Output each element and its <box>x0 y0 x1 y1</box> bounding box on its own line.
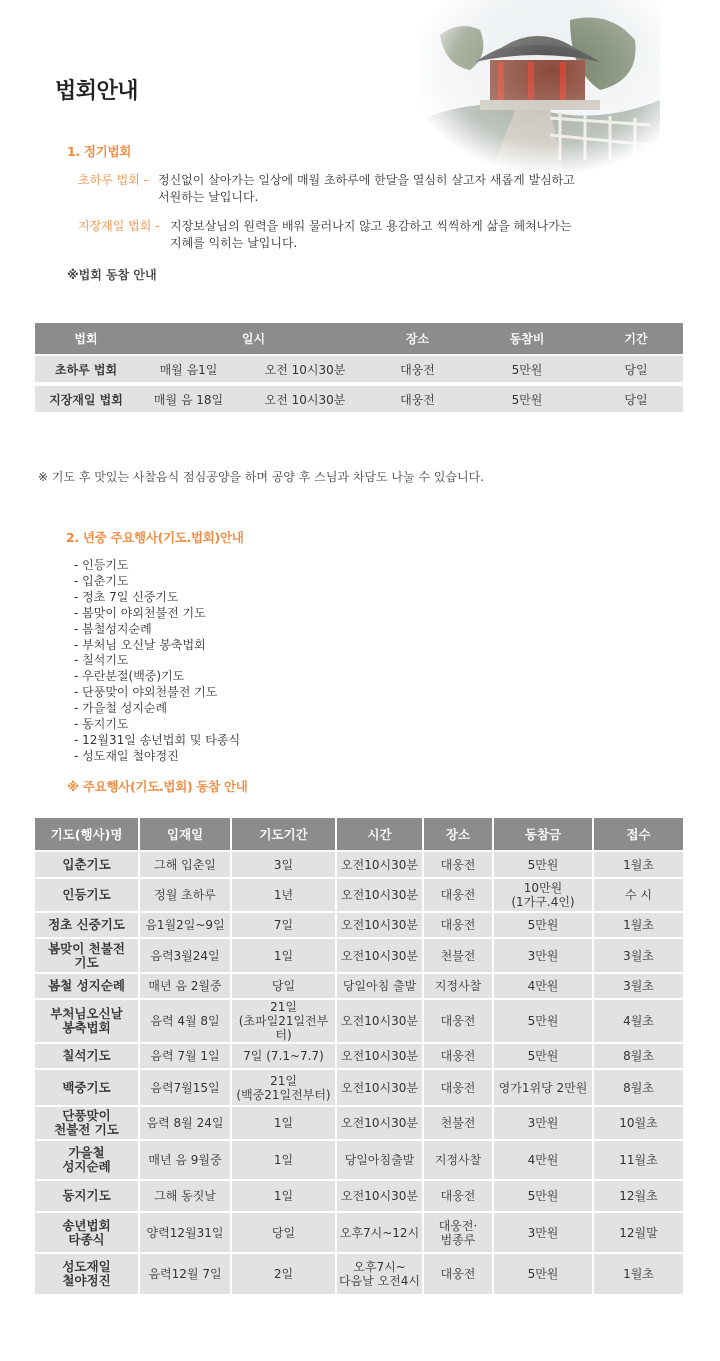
cell-line: (초파일21일전부터) <box>238 1014 329 1042</box>
table-cell <box>594 1254 683 1296</box>
cell-line: 대웅전· <box>438 1218 478 1233</box>
cell-line: 단풍맞이 <box>62 1108 111 1123</box>
table-row <box>35 879 683 913</box>
event-item: - 칠석기도 <box>74 653 240 669</box>
header-cell: 장소 <box>424 818 494 852</box>
header-cell: 동참비 <box>465 323 589 356</box>
cell-line: 오후7시~ <box>353 1260 406 1274</box>
definition-description <box>170 218 610 252</box>
table-cell <box>424 879 494 913</box>
cell-line: 천불전 <box>440 1116 476 1130</box>
table-cell <box>424 852 494 879</box>
event-item: - 가을철 성지순례 <box>74 701 240 717</box>
table-cell <box>424 1213 494 1254</box>
cell-line: 1월초 <box>623 918 654 932</box>
table-cell <box>494 1141 594 1181</box>
table-cell <box>424 939 494 974</box>
table-cell <box>140 1044 232 1070</box>
cell-line: 입춘기도 <box>62 856 111 872</box>
table-cell <box>140 1070 232 1107</box>
cell-line: 3만원 <box>527 1225 559 1240</box>
events-participation-note: ※ 주요행사(기도.법회) 동참 안내 <box>67 779 248 794</box>
table-row <box>35 852 683 879</box>
cell-line: 4만원 <box>527 1153 559 1167</box>
table-cell <box>494 939 594 974</box>
event-item: - 우란분절(백중)기도 <box>74 669 240 685</box>
table-cell <box>494 1044 594 1070</box>
regular-dharma-table <box>35 323 683 416</box>
table-cell <box>424 913 494 939</box>
cell-line: 대웅전 <box>440 1014 476 1028</box>
event-item: - 봄맞이 야외천불전 기도 <box>74 606 240 622</box>
table-cell <box>337 1044 424 1070</box>
table-cell <box>494 974 594 1000</box>
table-cell <box>594 879 683 913</box>
cell-line: 11월초 <box>619 1153 658 1167</box>
table-cell <box>337 913 424 939</box>
table-cell <box>35 913 140 939</box>
definition-term: 초하루 법회 - <box>78 173 148 187</box>
event-item: - 성도재일 철야정진 <box>74 749 240 765</box>
cell-line: 정초 신중기도 <box>48 917 125 932</box>
table-cell: 5만원 <box>465 356 589 386</box>
table-row <box>35 356 683 386</box>
table-cell: 매월 음1일 <box>137 356 240 386</box>
cell-line: 5만원 <box>527 1267 559 1281</box>
table-cell <box>35 1000 140 1044</box>
table-row <box>35 1070 683 1107</box>
cell-line: 음력 7월 1일 <box>150 1049 220 1063</box>
cell-line: 1일 <box>273 1189 294 1203</box>
section-2-title: 2. 년중 주요행사(기도.법회)안내 <box>66 530 244 545</box>
table-cell <box>494 1000 594 1044</box>
table-cell <box>35 1213 140 1254</box>
cell-line: 8월초 <box>623 1080 654 1095</box>
cell-line: 오전10시30분 <box>341 1014 418 1028</box>
cell-line: (1가구.4인) <box>511 895 575 909</box>
table-cell: 오전 10시30분 <box>240 356 370 386</box>
table-cell <box>35 1070 140 1107</box>
table-cell <box>140 879 232 913</box>
table-cell <box>594 974 683 1000</box>
table-cell <box>494 913 594 939</box>
cell-line: 그해 동짓날 <box>154 1189 216 1203</box>
cell-line: 7일 (7.1~7.7) <box>243 1049 324 1063</box>
table-cell <box>594 852 683 879</box>
table-row <box>35 1107 683 1141</box>
table-cell <box>232 852 337 879</box>
table-header-row <box>35 818 683 852</box>
header-cell: 장소 <box>370 323 465 356</box>
table-cell <box>35 1141 140 1181</box>
cell-line: 음력3월24일 <box>150 948 220 963</box>
cell-line: 성지순례 <box>62 1159 111 1174</box>
cell-line: 봉축법회 <box>62 1020 111 1035</box>
cell-line: 오전10시30분 <box>341 918 418 932</box>
cell-line: 지정사찰 <box>434 1153 482 1167</box>
table-cell <box>140 939 232 974</box>
table-cell <box>594 1107 683 1141</box>
cell-line: 대웅전 <box>440 857 476 872</box>
table-cell <box>232 879 337 913</box>
cell-line: 4월초 <box>623 1014 654 1028</box>
table-cell <box>337 1107 424 1141</box>
table-cell <box>35 939 140 974</box>
cell-line: 음1월2일~9일 <box>145 918 225 932</box>
cell-line: 음력12월 7일 <box>148 1267 222 1281</box>
table-row <box>35 1213 683 1254</box>
cell-line: 오전10시30분 <box>341 1049 418 1063</box>
table-cell: 대웅전 <box>370 386 465 416</box>
table-cell <box>337 1141 424 1181</box>
event-item: - 동지기도 <box>74 717 240 733</box>
cell-line: 오전10시30분 <box>341 1116 418 1130</box>
table-cell <box>232 1254 337 1296</box>
cell-line: 1년 <box>273 888 294 902</box>
cell-line: 5만원 <box>527 1189 559 1203</box>
table-cell: 오전 10시30분 <box>240 386 370 416</box>
table-cell <box>232 974 337 1000</box>
cell-line: 범종루 <box>440 1232 476 1247</box>
table-cell <box>140 1141 232 1181</box>
cell-line: 5만원 <box>527 918 559 932</box>
cell-line: 봄철 성지순례 <box>48 978 125 993</box>
cell-line: 당일 <box>271 979 296 993</box>
major-events-table <box>35 818 683 1296</box>
header-cell: 동참금 <box>494 818 594 852</box>
table-cell <box>35 1254 140 1296</box>
table-cell <box>337 1181 424 1213</box>
table-cell <box>494 1107 594 1141</box>
dharma-participation-note: ※법회 동참 안내 <box>67 268 157 282</box>
cell-line: 3일 <box>273 857 294 872</box>
cell-line: 수 시 <box>625 888 652 902</box>
table-cell <box>232 1107 337 1141</box>
table-row <box>35 1044 683 1070</box>
table-cell <box>337 1254 424 1296</box>
meal-footnote: ※ 기도 후 맛있는 사찰음식 점심공양을 하며 공양 후 스님과 차담도 나눌 수 있습니다. <box>38 470 484 484</box>
table-cell <box>594 913 683 939</box>
table-cell <box>337 939 424 974</box>
event-item: - 봄철성지순례 <box>74 622 240 638</box>
table-cell <box>337 974 424 1000</box>
cell-line: 5만원 <box>527 1014 559 1028</box>
cell-line: 1월초 <box>623 857 654 872</box>
cell-line: 21일 <box>270 1000 297 1014</box>
table-row <box>35 1141 683 1181</box>
table-cell <box>140 1181 232 1213</box>
table-cell <box>140 1213 232 1254</box>
cell-line: 천불전 기도 <box>54 1122 119 1137</box>
cell-line: 대웅전 <box>440 1049 476 1063</box>
cell-line: 4만원 <box>527 979 559 993</box>
table-cell <box>594 1181 683 1213</box>
definition-chohaeru <box>78 172 638 212</box>
table-cell <box>424 1070 494 1107</box>
event-item: - 단풍맞이 야외천불전 기도 <box>74 685 240 701</box>
definition-jijangjaeil <box>78 218 638 258</box>
table-cell: 초하루 법회 <box>35 356 137 386</box>
table-row <box>35 1181 683 1213</box>
table-row <box>35 939 683 974</box>
table-row <box>35 913 683 939</box>
cell-line: 오전10시30분 <box>341 1080 418 1095</box>
cell-line: 오전10시30분 <box>341 948 418 963</box>
definition-line: 지혜를 익히는 날입니다. <box>170 236 298 250</box>
definition-line: 지장보살님의 원력을 배워 물러나지 않고 용감하고 씩씩하게 삶을 헤쳐나가는 <box>170 219 572 233</box>
table-cell <box>594 939 683 974</box>
table-cell <box>232 1000 337 1044</box>
header-cell: 일시 <box>137 323 370 356</box>
cell-line: 당일아침출발 <box>344 1153 415 1167</box>
cell-line: 철야정진 <box>62 1273 111 1288</box>
table-cell <box>232 1044 337 1070</box>
table-cell <box>232 1181 337 1213</box>
cell-line: 10만원 <box>523 881 563 895</box>
table-cell <box>35 852 140 879</box>
table-cell <box>594 1044 683 1070</box>
event-item: - 정초 7일 신중기도 <box>74 590 240 606</box>
table-cell <box>232 939 337 974</box>
cell-line: 천불전 <box>440 948 476 963</box>
table-cell <box>494 1070 594 1107</box>
cell-line: 8월초 <box>623 1049 654 1063</box>
cell-line: 봄맞이 천불전 <box>48 940 125 956</box>
table-row <box>35 1254 683 1296</box>
temple-pavilion-image <box>420 0 660 175</box>
cell-line: 3만원 <box>527 948 559 963</box>
table-cell <box>337 1213 424 1254</box>
cell-line: 다음날 오전4시 <box>339 1274 421 1288</box>
cell-line: 3월초 <box>623 948 654 963</box>
cell-line: 3만원 <box>527 1116 559 1130</box>
cell-line: 대웅전 <box>440 1267 476 1281</box>
table-cell <box>594 1070 683 1107</box>
cell-line: 음력 8월 24일 <box>146 1116 224 1130</box>
table-cell <box>140 913 232 939</box>
cell-line: 7일 <box>273 918 294 932</box>
cell-line: 당일아침 출발 <box>342 979 417 993</box>
cell-line: 기도 <box>74 954 99 970</box>
cell-line: 2일 <box>273 1267 294 1281</box>
cell-line: 양력12월31일 <box>146 1225 224 1240</box>
page-title: 법회안내 <box>55 79 139 104</box>
header-cell: 기도(행사)명 <box>35 818 140 852</box>
definition-description <box>158 172 598 206</box>
event-item: - 부처님 오신날 봉축법회 <box>74 638 240 654</box>
cell-line: 매년 음 2월중 <box>148 979 222 993</box>
cell-line: 타종식 <box>68 1231 105 1247</box>
table-cell <box>140 974 232 1000</box>
cell-line: 음력 4월 8일 <box>150 1014 220 1028</box>
table-header-row <box>35 323 683 356</box>
table-cell: 당일 <box>589 356 683 386</box>
event-item: - 12월31일 송년법회 및 타종식 <box>74 733 240 749</box>
table-cell <box>35 1181 140 1213</box>
table-cell <box>424 974 494 1000</box>
definition-line: 정신없이 살아가는 일상에 매월 초하루에 한달을 열심히 살고자 새롭게 발심하고 <box>158 173 575 187</box>
table-cell: 당일 <box>589 386 683 416</box>
cell-line: 1일 <box>273 948 294 963</box>
table-cell <box>232 1141 337 1181</box>
table-cell <box>35 1107 140 1141</box>
cell-line: 10월초 <box>619 1116 658 1130</box>
table-cell <box>140 1000 232 1044</box>
definition-term: 지장재일 법회 - <box>78 219 160 233</box>
header-cell: 시간 <box>337 818 424 852</box>
cell-line: 3월초 <box>623 979 654 993</box>
cell-line: (백중21일전부터) <box>236 1087 331 1102</box>
table-cell <box>140 1254 232 1296</box>
cell-line: 오전10시30분 <box>341 1189 418 1203</box>
table-cell <box>424 1044 494 1070</box>
table-cell <box>35 1044 140 1070</box>
table-cell: 5만원 <box>465 386 589 416</box>
table-cell <box>337 879 424 913</box>
cell-line: 인등기도 <box>62 887 111 902</box>
cell-line: 대웅전 <box>440 888 476 902</box>
cell-line: 21일 <box>270 1073 297 1088</box>
cell-line: 부처님오신날 <box>50 1006 123 1021</box>
table-cell <box>494 1181 594 1213</box>
table-cell <box>424 1254 494 1296</box>
table-cell <box>424 1181 494 1213</box>
table-cell <box>337 1000 424 1044</box>
cell-line: 정월 초하루 <box>154 888 216 902</box>
cell-line: 당일 <box>271 1225 296 1240</box>
header-cell: 접수 <box>594 818 683 852</box>
annual-events-list <box>74 558 240 765</box>
table-cell <box>494 879 594 913</box>
cell-line: 대웅전 <box>440 1080 476 1095</box>
cell-line: 1월초 <box>623 1267 654 1281</box>
header-cell: 기간 <box>589 323 683 356</box>
table-cell <box>140 1107 232 1141</box>
table-cell <box>232 1213 337 1254</box>
cell-line: 1일 <box>273 1153 294 1167</box>
table-cell <box>35 879 140 913</box>
cell-line: 5만원 <box>527 1049 559 1063</box>
event-item: - 입춘기도 <box>74 574 240 590</box>
cell-line: 대웅전 <box>440 1189 476 1203</box>
cell-line: 영가1위당 2만원 <box>498 1080 588 1095</box>
cell-line: 12월말 <box>619 1225 658 1240</box>
table-cell: 매월 음 18일 <box>137 386 240 416</box>
table-cell <box>337 1070 424 1107</box>
cell-line: 12월초 <box>619 1189 658 1203</box>
table-cell: 지장재일 법회 <box>35 386 137 416</box>
cell-line: 오전10시30분 <box>341 888 418 902</box>
cell-line: 칠석기도 <box>62 1048 111 1063</box>
header-cell: 기도기간 <box>232 818 337 852</box>
table-row <box>35 974 683 1000</box>
cell-line: 매년 음 9월중 <box>148 1153 222 1167</box>
cell-line: 음력7월15일 <box>150 1080 220 1095</box>
table-cell <box>494 852 594 879</box>
cell-line: 백중기도 <box>62 1079 111 1095</box>
table-cell <box>494 1213 594 1254</box>
header-cell: 법회 <box>35 323 137 356</box>
table-cell <box>594 1000 683 1044</box>
table-cell <box>594 1141 683 1181</box>
table-cell <box>424 1141 494 1181</box>
table-cell <box>232 1070 337 1107</box>
cell-line: 1일 <box>273 1116 294 1130</box>
table-cell <box>140 852 232 879</box>
table-row <box>35 386 683 416</box>
table-cell <box>424 1107 494 1141</box>
header-cell: 입재일 <box>140 818 232 852</box>
cell-line: 송년법회 <box>62 1217 111 1233</box>
cell-line: 그해 입춘일 <box>154 857 216 872</box>
event-item: - 인등기도 <box>74 558 240 574</box>
table-cell <box>232 913 337 939</box>
table-cell <box>337 852 424 879</box>
table-row <box>35 1000 683 1044</box>
table-cell <box>594 1213 683 1254</box>
table-cell <box>494 1254 594 1296</box>
cell-line: 오후7시~12시 <box>339 1225 420 1240</box>
cell-line: 대웅전 <box>440 918 476 932</box>
table-cell <box>35 974 140 1000</box>
section-1-title: 1. 정기법회 <box>67 144 131 159</box>
cell-line: 지정사찰 <box>434 979 482 993</box>
cell-line: 오전10시30분 <box>341 857 418 872</box>
definition-line: 서원하는 날입니다. <box>158 190 259 204</box>
cell-line: 동지기도 <box>62 1188 111 1203</box>
table-cell: 대웅전 <box>370 356 465 386</box>
cell-line: 가을철 <box>68 1145 105 1160</box>
table-cell <box>424 1000 494 1044</box>
cell-line: 5만원 <box>527 857 559 872</box>
cell-line: 성도재일 <box>62 1259 111 1274</box>
